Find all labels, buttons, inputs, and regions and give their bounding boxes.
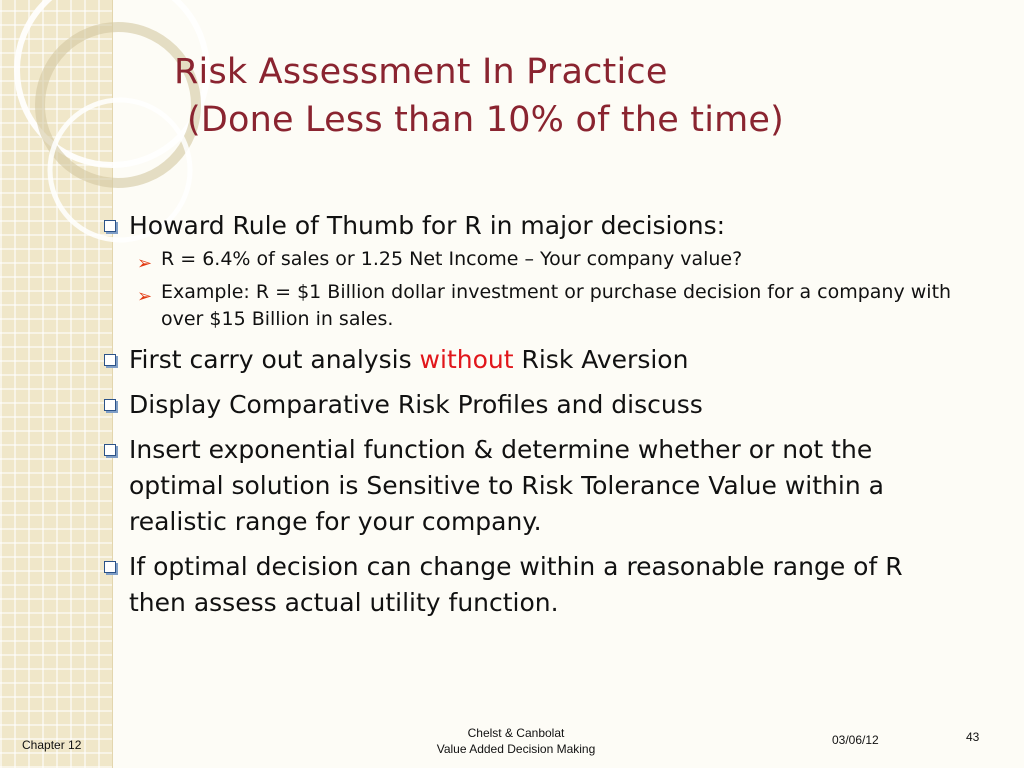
square-bullet-icon [104, 220, 116, 232]
sub-bullet-example [135, 279, 962, 333]
bullet-insert-exponential [102, 432, 962, 540]
bullet-text: If optimal decision can change within a reasonable range of R then assess actual utility function. [129, 552, 903, 617]
bullet-text-highlight: without [419, 345, 514, 374]
bullet-text: Howard Rule of Thumb for R in major decisions: [129, 211, 726, 240]
square-bullet-icon [104, 561, 116, 573]
slide-body [102, 208, 962, 621]
bullet-first-carry-out [102, 342, 962, 378]
page-number: 43 [966, 730, 980, 744]
bullet-text-before: First carry out analysis [129, 345, 420, 374]
bullet-text: Display Comparative Risk Profiles and discuss [129, 390, 703, 419]
bullet-optimal-decision [102, 549, 962, 621]
bullet-display-profiles [102, 387, 962, 423]
slide-title [174, 48, 994, 144]
title-line-1: Risk Assessment In Practice [174, 52, 668, 92]
title-line-2: (Done Less than 10% of the time) [187, 100, 785, 140]
footer-source [390, 725, 642, 757]
sub-bullet-r-value [135, 246, 962, 273]
slide-footer [0, 720, 1024, 768]
footer-authors: Chelst & Canbolat [467, 726, 565, 740]
sub-bullet-list [102, 246, 962, 333]
decorative-side-panel [0, 0, 113, 768]
square-bullet-icon [104, 399, 116, 411]
sub-bullet-text: Example: R = $1 Billion dollar investment or purchase decision for a company with over $15 Billion in sales. [161, 281, 952, 330]
footer-course: Value Added Decision Making [436, 742, 596, 756]
sub-bullet-text: R = 6.4% of sales or 1.25 Net Income – Your company value? [161, 248, 743, 270]
bullet-text-after: Risk Aversion [513, 345, 689, 374]
bullet-howard-rule [102, 208, 962, 244]
square-bullet-icon [104, 444, 116, 456]
arrow-bullet-icon: ➢ [137, 253, 153, 274]
arrow-bullet-icon: ➢ [137, 286, 153, 307]
bullet-text: Insert exponential function & determine whether or not the optimal solution is Sensitive to Risk Tolerance Value within a realistic range for your company. [129, 435, 884, 536]
footer-chapter: Chapter 12 [22, 738, 82, 752]
square-bullet-icon [104, 354, 116, 366]
footer-date: 03/06/12 [832, 733, 879, 747]
